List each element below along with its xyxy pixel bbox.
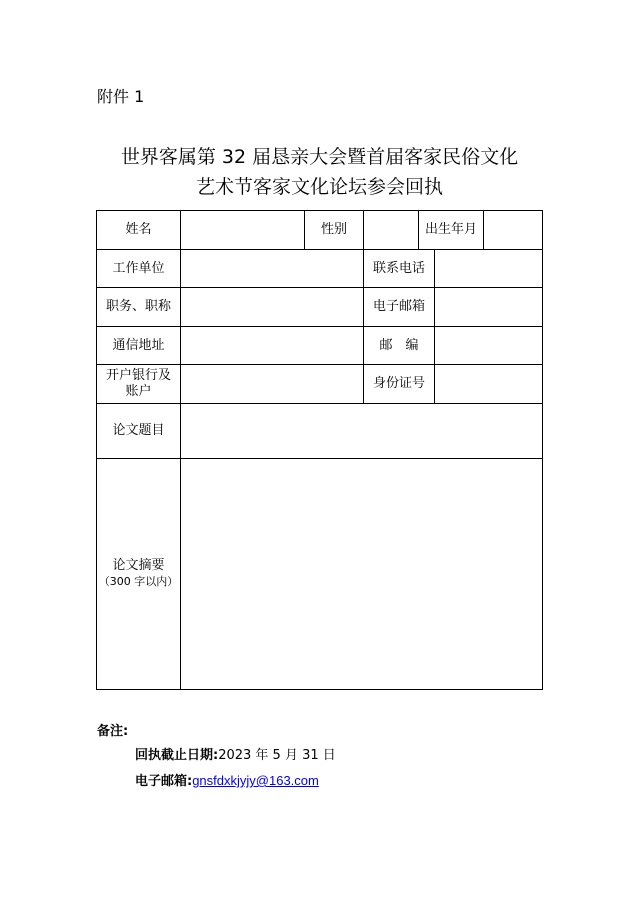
phone-field[interactable] <box>435 250 542 287</box>
abstract-label-cell <box>97 459 180 689</box>
email-note <box>135 770 319 789</box>
notes-heading: 备注: <box>97 724 129 739</box>
deadline-label: 回执截止日期: <box>135 748 219 763</box>
address-label: 通信地址 <box>112 337 165 353</box>
abstract-note: （300 字以内） <box>98 575 179 588</box>
postcode-label: 邮 编 <box>379 337 419 353</box>
email-label: 电子邮箱 <box>372 299 425 314</box>
deadline-note <box>135 744 336 763</box>
id-number-field[interactable] <box>435 365 542 403</box>
bank-label-line-1: 开户银行及 <box>105 368 171 383</box>
work-unit-field[interactable] <box>181 250 363 287</box>
abstract-label: 论文摘要 <box>112 558 165 573</box>
bank-field[interactable] <box>181 365 363 403</box>
registration-form-table <box>96 210 543 690</box>
name-label: 姓名 <box>125 222 152 237</box>
abstract-field[interactable] <box>181 459 542 689</box>
paper-title-label: 论文题目 <box>112 423 165 438</box>
postcode-field[interactable] <box>435 327 542 364</box>
phone-label: 联系电话 <box>372 260 425 276</box>
email-field[interactable] <box>435 288 542 326</box>
notes-email-label: 电子邮箱: <box>135 774 193 789</box>
name-field[interactable] <box>181 211 304 249</box>
address-field[interactable] <box>181 327 363 364</box>
position-label: 职务、职称 <box>105 299 171 314</box>
gender-label: 性别 <box>320 222 347 237</box>
bank-label-line-2: 账户 <box>125 384 152 399</box>
position-field[interactable] <box>181 288 363 326</box>
bank-label <box>97 365 180 403</box>
work-unit-label: 工作单位 <box>112 260 165 276</box>
id-number-label: 身份证号 <box>372 376 425 391</box>
deadline-value: 2023 年 5 月 31 日 <box>218 748 336 763</box>
birth-label: 出生年月 <box>424 222 477 237</box>
email-link[interactable]: gnsfdxkjyjy@163.com <box>192 773 319 788</box>
gender-field[interactable] <box>364 211 418 249</box>
birth-field[interactable] <box>484 211 542 249</box>
document-title-line-1: 世界客属第 32 届恳亲大会暨首届客家民俗文化 <box>120 146 519 168</box>
document-title-line-2: 艺术节客家文化论坛参会回执 <box>195 176 443 198</box>
attachment-label: 附件 1 <box>97 87 145 106</box>
paper-title-field[interactable] <box>181 404 542 458</box>
